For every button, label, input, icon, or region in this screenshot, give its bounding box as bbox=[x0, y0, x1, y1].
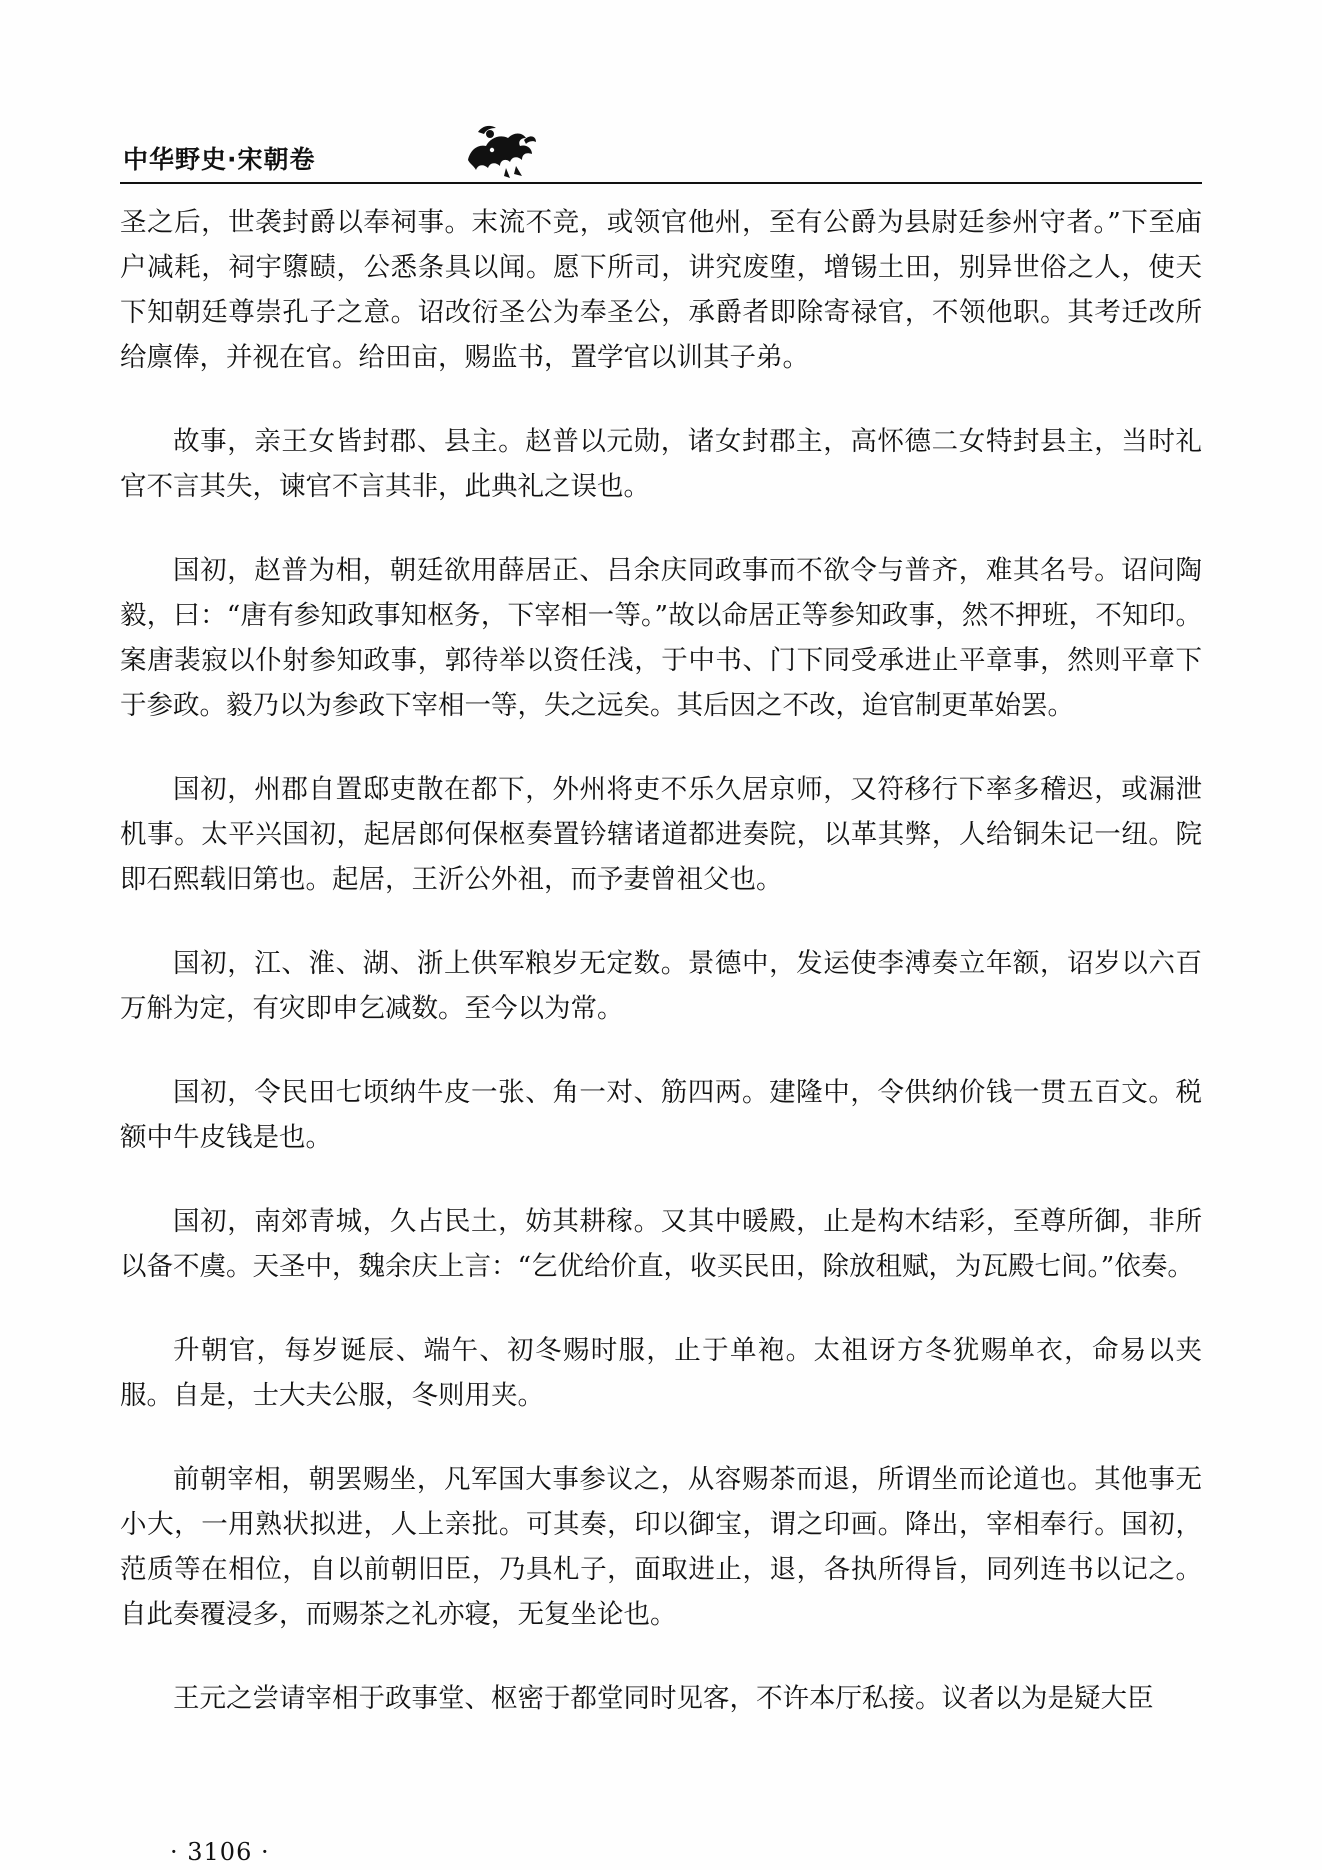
paragraph: 王元之尝请宰相于政事堂、枢密于都堂同时见客，不许本厅私接。议者以为是疑大臣 bbox=[173, 1683, 1154, 1714]
header-divider bbox=[120, 182, 1202, 184]
paragraph: 升朝官，每岁诞辰、端午、初冬赐时服，止于单袍。太祖讶方冬犹赐单衣，命易以夹服。自是，士大夫公服，冬则用夹。 bbox=[120, 1335, 1202, 1411]
dragon-emblem-icon bbox=[460, 120, 538, 182]
paragraph: 故事，亲王女皆封郡、县主。赵普以元勋，诸女封郡主，高怀德二女特封县主，当时礼官不言其失，谏官不言其非，此典礼之误也。 bbox=[120, 426, 1202, 502]
body-text bbox=[120, 200, 1202, 1721]
page-number: · 3106 · bbox=[170, 1838, 270, 1866]
paragraph: 国初，江、淮、湖、浙上供军粮岁无定数。景德中，发运使李溥奏立年额，诏岁以六百万斛为定，有灾即申乞减数。至今以为常。 bbox=[120, 948, 1202, 1024]
paragraph: 圣之后，世袭封爵以奉祠事。末流不竞，或领官他州，至有公爵为县尉廷参州守者。”下至庙户减耗，祠宇隳赜，公悉条具以闻。愿下所司，讲究废堕，增锡土田，别异世俗之人，使天下知朝廷尊崇孔子之意。诏改衍圣公为奉圣公，承爵者即除寄禄官，不领他职。其考迁改所给廪俸，并视在官。给田亩，赐监书，置学官以训其子弟。 bbox=[120, 207, 1202, 373]
paragraph: 国初，令民田七顷纳牛皮一张、角一对、筋四两。建隆中，令供纳价钱一贯五百文。税额中牛皮钱是也。 bbox=[120, 1077, 1202, 1153]
paragraph: 国初，南郊青城，久占民土，妨其耕稼。又其中暖殿，止是构木结彩，至尊所御，非所以备不虞。天圣中，魏余庆上言：“乞优给价直，收买民田，除放租赋，为瓦殿七间。”依奏。 bbox=[120, 1206, 1202, 1282]
running-header-title: 中华野史·宋朝卷 bbox=[123, 145, 316, 174]
paragraph: 前朝宰相，朝罢赐坐，凡军国大事参议之，从容赐茶而退，所谓坐而论道也。其他事无小大，一用熟状拟进，人上亲批。可其奏，印以御宝，谓之印画。降出，宰相奉行。国初，范质等在相位，自以前朝旧臣，乃具札子，面取进止，退，各执所得旨，同列连书以记之。自此奏覆浸多，而赐茶之礼亦寝，无复坐论也。 bbox=[120, 1464, 1202, 1630]
paragraph: 国初，州郡自置邸吏散在都下，外州将吏不乐久居京师，又符移行下率多稽迟，或漏泄机事。太平兴国初，起居郎何保枢奏置钤辖诸道都进奏院，以革其弊，人给铜朱记一纽。院即石熙载旧第也。起居，王沂公外祖，而予妻曾祖父也。 bbox=[120, 774, 1202, 895]
paragraph: 国初，赵普为相，朝廷欲用薛居正、吕余庆同政事而不欲令与普齐，难其名号。诏问陶毅，曰：“唐有参知政事知枢务，下宰相一等。”故以命居正等参知政事，然不押班，不知印。案唐裴寂以仆射参知政事，郭待举以资任浅，于中书、门下同受承进止平章事，然则平章下于参政。毅乃以为参政下宰相一等，失之远矣。其后因之不改，迨官制更革始罢。 bbox=[120, 555, 1202, 721]
